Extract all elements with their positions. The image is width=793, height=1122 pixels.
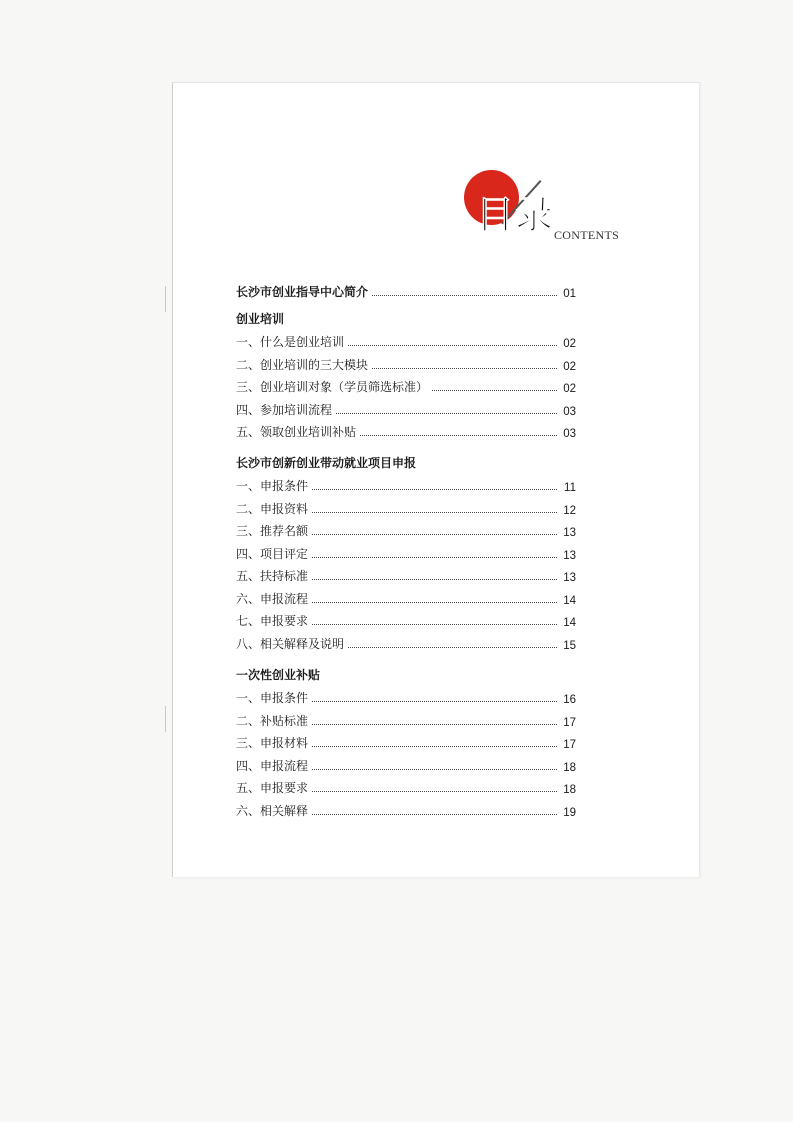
toc-section-heading: 创业培训 bbox=[236, 312, 285, 326]
toc-entry-label: 二、补贴标准 bbox=[236, 713, 309, 728]
toc-entry[interactable] bbox=[236, 566, 576, 584]
dot-leader bbox=[312, 578, 557, 580]
toc-entry[interactable] bbox=[236, 422, 576, 440]
toc-entry-label: 四、项目评定 bbox=[236, 546, 309, 561]
dot-leader bbox=[348, 344, 557, 346]
toc-section-heading: 一次性创业补贴 bbox=[236, 668, 321, 682]
dot-leader bbox=[432, 389, 557, 391]
toc-entry[interactable] bbox=[236, 711, 576, 729]
dot-leader bbox=[372, 367, 557, 369]
dot-leader bbox=[312, 768, 557, 770]
toc-entry-page: 13 bbox=[563, 549, 576, 562]
toc-entry[interactable] bbox=[236, 400, 576, 418]
toc-header bbox=[462, 168, 642, 248]
toc-entry[interactable] bbox=[236, 355, 576, 373]
dot-leader bbox=[360, 434, 557, 436]
toc-entry[interactable] bbox=[236, 634, 576, 652]
toc-entry[interactable] bbox=[236, 332, 576, 350]
toc-entry-label: 五、领取创业培训补贴 bbox=[236, 425, 357, 439]
toc-entry-label: 三、推荐名额 bbox=[236, 524, 309, 538]
dot-leader bbox=[312, 790, 557, 792]
dot-leader bbox=[336, 412, 557, 414]
toc-entry-page: 13 bbox=[563, 527, 576, 539]
toc-entry-label: 五、扶持标准 bbox=[236, 569, 309, 583]
toc-entry-page: 18 bbox=[563, 784, 576, 796]
toc-entry-label: 八、相关解释及说明 bbox=[236, 636, 345, 651]
toc-entry[interactable] bbox=[236, 733, 576, 751]
toc-entry[interactable] bbox=[236, 611, 576, 629]
toc-entry-page: 13 bbox=[563, 572, 576, 584]
toc-entry-label: 四、申报流程 bbox=[236, 758, 309, 773]
toc-entry[interactable] bbox=[236, 499, 576, 517]
toc-entry-page: 16 bbox=[563, 694, 576, 706]
toc-entry-page: 03 bbox=[563, 428, 576, 440]
toc-entry-page: 14 bbox=[563, 594, 576, 607]
dot-leader bbox=[312, 700, 557, 702]
toc-entry[interactable] bbox=[236, 688, 576, 706]
dot-leader bbox=[312, 723, 557, 725]
toc-entry-page: 11 bbox=[564, 482, 576, 494]
toc-entry-page: 15 bbox=[563, 639, 576, 652]
toc-entry-label: 一、申报条件 bbox=[236, 691, 309, 705]
dot-leader bbox=[372, 294, 557, 296]
toc-entry-label: 四、参加培训流程 bbox=[236, 402, 333, 417]
toc-entry-page: 12 bbox=[563, 504, 576, 517]
toc-entry-label: 二、申报资料 bbox=[236, 501, 309, 516]
toc-entry[interactable] bbox=[236, 778, 576, 796]
toc-entry[interactable] bbox=[236, 544, 576, 562]
toc-entry-page: 02 bbox=[563, 383, 576, 395]
toc-entry-label: 一、什么是创业培训 bbox=[236, 335, 345, 349]
toc-entry-page: 17 bbox=[563, 716, 576, 729]
toc-entry-page: 18 bbox=[563, 761, 576, 774]
toc-entry[interactable] bbox=[236, 756, 576, 774]
toc-title-cn: 目录 bbox=[476, 193, 555, 237]
toc-entry[interactable] bbox=[236, 801, 576, 819]
toc-entry-label: 五、申报要求 bbox=[236, 781, 309, 795]
page-binding bbox=[165, 86, 171, 872]
toc-entry-page: 14 bbox=[563, 617, 576, 629]
toc-entry-page: 17 bbox=[563, 739, 576, 751]
dot-leader bbox=[312, 556, 557, 558]
toc-entry-label: 三、申报材料 bbox=[236, 736, 309, 750]
toc-entry-page: 02 bbox=[563, 360, 576, 373]
toc-entry-label: 长沙市创业指导中心简介 bbox=[236, 285, 369, 299]
dot-leader bbox=[312, 813, 557, 815]
dot-leader bbox=[312, 601, 557, 603]
toc-entry-label: 七、申报要求 bbox=[236, 614, 309, 628]
toc-entry-intro[interactable] bbox=[236, 282, 576, 300]
dot-leader bbox=[312, 488, 557, 490]
dot-leader bbox=[312, 745, 557, 747]
toc-entry-label: 六、相关解释 bbox=[236, 803, 309, 818]
toc-entry[interactable] bbox=[236, 589, 576, 607]
toc-entry-page: 02 bbox=[563, 338, 576, 350]
toc-entry-page: 01 bbox=[563, 288, 576, 300]
toc-entry-label: 二、创业培训的三大模块 bbox=[236, 357, 369, 372]
toc-entry[interactable] bbox=[236, 521, 576, 539]
toc-title-en: CONTENTS bbox=[554, 228, 620, 242]
dot-leader bbox=[312, 623, 557, 625]
toc-entry-label: 六、申报流程 bbox=[236, 591, 309, 606]
dot-leader bbox=[312, 511, 557, 513]
toc-entry[interactable] bbox=[236, 476, 576, 494]
toc-entry-label: 三、创业培训对象（学员筛选标准） bbox=[236, 380, 429, 394]
toc-entry[interactable] bbox=[236, 377, 576, 395]
toc-section-heading: 长沙市创新创业带动就业项目申报 bbox=[236, 456, 417, 470]
toc-entry-page: 19 bbox=[563, 806, 576, 819]
toc-entry-page: 03 bbox=[563, 405, 576, 418]
toc-entry-label: 一、申报条件 bbox=[236, 479, 309, 493]
dot-leader bbox=[348, 646, 557, 648]
dot-leader bbox=[312, 533, 557, 535]
